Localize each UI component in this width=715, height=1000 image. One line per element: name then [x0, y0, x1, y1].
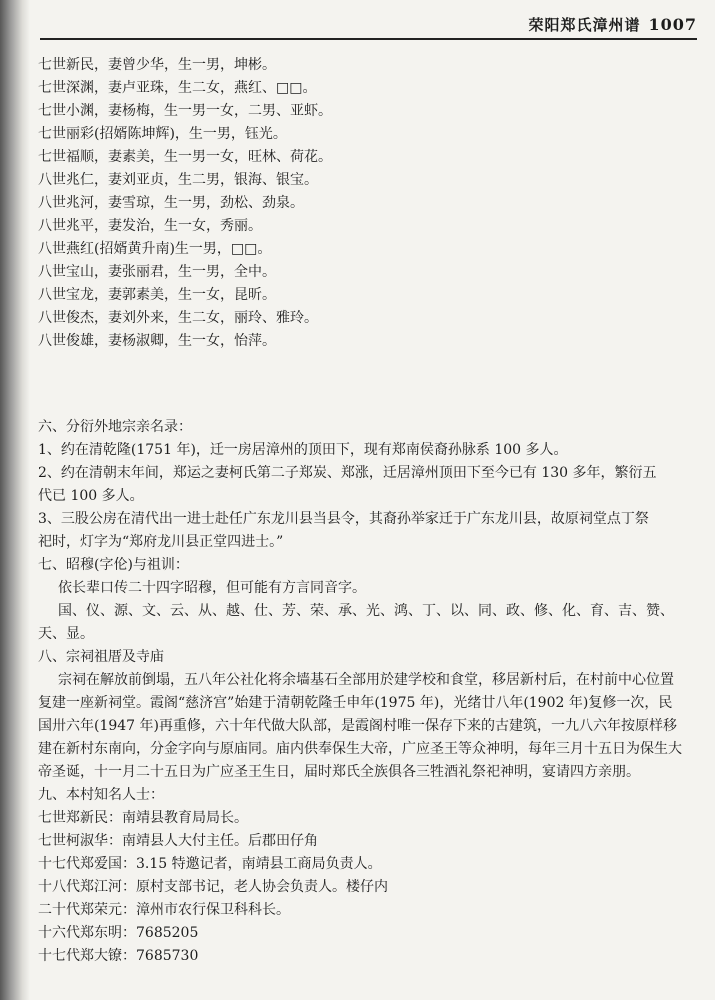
paragraph-line: 宗祠在解放前倒塌，五八年公社化将余墙基石全部用於建学校和食堂，移居新村后，在村前中心位置 [58, 672, 674, 688]
genealogy-entry: 八世俊杰，妻刘外来，生二女，丽玲、雅玲。 [38, 310, 318, 326]
notable-person: 十八代郑江河：原村支部书记，老人协会负责人。楼仔内 [38, 879, 388, 895]
section-heading: 六、分衍外地宗亲名录： [38, 419, 192, 435]
page-header [40, 14, 697, 42]
notable-person: 七世郑新民：南靖县教育局局长。 [38, 810, 248, 826]
paragraph-line: 祀时，灯字为“郑府龙川县正堂四进士。” [38, 534, 284, 550]
paragraph-line: 帝圣诞，十一月二十五日为广应圣王生日，届时郑氏全族俱各三牲酒礼祭祀神明，宴请四方亲朋。 [38, 764, 640, 780]
running-header [528, 14, 697, 35]
paragraph-line: 国卅六年(1947 年)再重修，六十年代做大队部，是霞阁村唯一保存下来的古建筑，一九八六年按原样移 [38, 718, 678, 734]
paragraph-line: 天、显。 [38, 626, 94, 642]
paragraph-line: 依长辈口传二十四字昭穆，但可能有方言同音字。 [58, 580, 366, 596]
notable-person: 十六代郑东明：7685205 [38, 925, 199, 941]
genealogy-entry: 八世兆河，妻雪琼，生一男，劲松、劲泉。 [38, 195, 304, 211]
book-title: 荣阳郑氏漳州谱 [528, 16, 641, 34]
paragraph-line: 代已 100 多人。 [38, 488, 144, 504]
genealogy-entry: 七世新民，妻曾少华，生一男，坤彬。 [38, 57, 276, 73]
paragraph-line: 建在新村东南向，分金字向与原庙同。庙内供奉保生大帝，广应圣王等众神明，每年三月十五日为保生大 [38, 741, 682, 757]
scan-shadow [0, 0, 30, 1000]
section-heading: 八、宗祠祖厝及寺庙 [38, 649, 164, 665]
genealogy-entry: 七世小渊，妻杨梅，生一男一女，二男、亚虾。 [38, 103, 332, 119]
genealogy-entry: 八世兆仁，妻刘亚贞，生二男，银海、银宝。 [38, 172, 318, 188]
paragraph-line: 2、约在清朝末年间，郑运之妻柯氏第二子郑炭、郑涨，迁居漳州顶田下至今已有 130 多年，繁衍五 [38, 465, 657, 481]
genealogy-entry: 八世俊雄，妻杨淑卿，生一女，怡萍。 [38, 333, 276, 349]
genealogy-entry: 八世宝山，妻张丽君，生一男，全中。 [38, 264, 276, 280]
notable-person: 二十代郑荣元：漳州市农行保卫科科长。 [38, 902, 290, 918]
genealogy-entry: 七世丽彩(招婿陈坤辉)，生一男，钰光。 [38, 126, 287, 142]
genealogy-entry: 八世燕红(招婿黄升南)生一男，□□。 [38, 241, 272, 257]
genealogy-entry: 八世宝龙，妻郭素美，生一女，昆昕。 [38, 287, 276, 303]
paragraph-line: 复建一座新祠堂。霞阁“慈济宫”始建于清朝乾隆壬申年(1975 年)，光绪廿八年(1902 年)复修一次，民 [38, 695, 673, 711]
genealogy-entry: 七世深渊，妻卢亚珠，生二女，燕红、□□。 [38, 80, 317, 96]
genealogy-entry: 八世兆平，妻发治，生一女，秀丽。 [38, 218, 262, 234]
page-number: 1007 [648, 15, 697, 34]
genealogy-entry: 七世福顺，妻素美，生一男一女，旺林、荷花。 [38, 149, 332, 165]
paragraph-line: 1、约在清乾隆(1751 年)，迁一房居漳州的顶田下，现有郑南侯裔孙脉系 100 多人。 [38, 442, 568, 458]
notable-person: 十七代郑爱国：3.15 特邀记者，南靖县工商局负责人。 [38, 856, 382, 872]
notable-person: 七世柯淑华：南靖县人大付主任。后郡田仔角 [38, 833, 318, 849]
paragraph-line: 国、仪、源、文、云、从、越、仕、芳、荣、承、光、鸿、丁、以、同、政、修、化、育、吉、赞、 [58, 603, 674, 619]
section-heading: 七、昭穆(字伦)与祖训： [38, 557, 189, 573]
section-heading: 九、本村知名人士： [38, 787, 164, 803]
header-rule [40, 38, 697, 40]
notable-person: 十七代郑大镣：7685730 [38, 948, 199, 964]
paragraph-line: 3、三股公房在清代出一进士赴任广东龙川县当县令，其裔孙举家迁于广东龙川县，故原祠堂点丁祭 [38, 511, 649, 527]
